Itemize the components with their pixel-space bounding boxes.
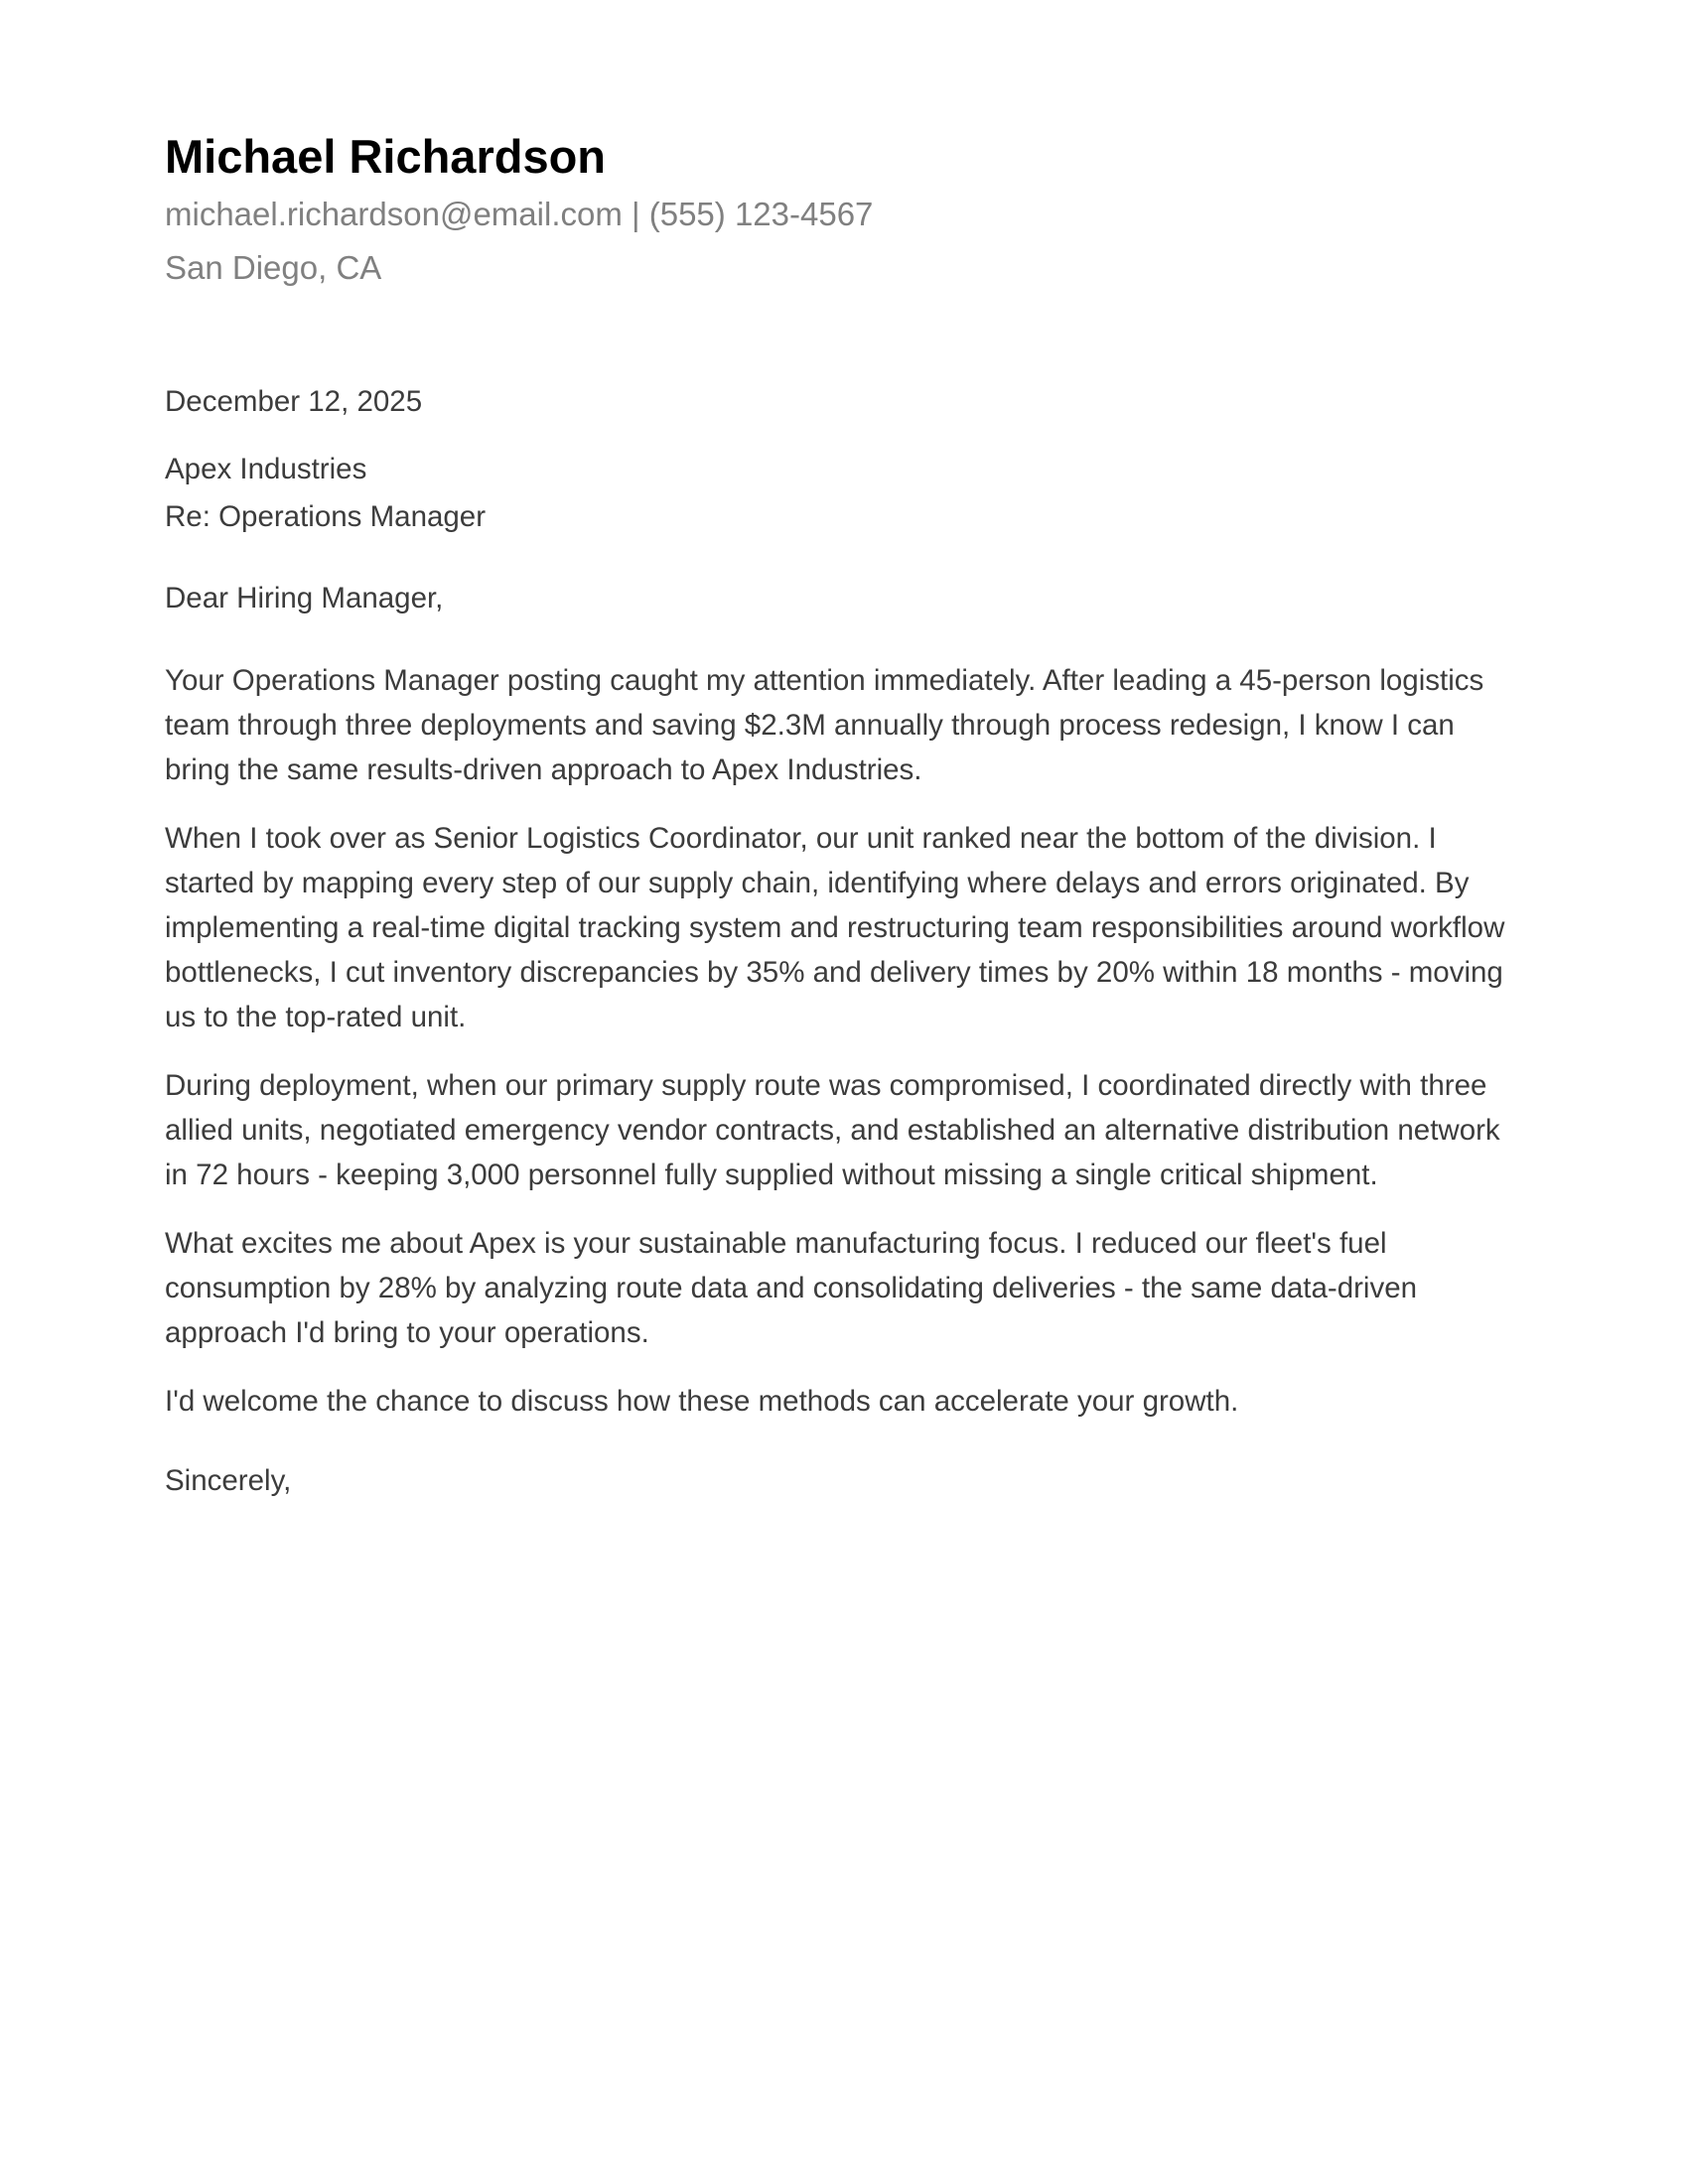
letter-date: December 12, 2025 (165, 385, 423, 418)
letter-content (165, 379, 1521, 1503)
closing: Sincerely, (165, 1464, 292, 1497)
body-paragraph: Your Operations Manager posting caught my attention immediately. After leading a 45-person logistics team through three deployments and saving $2.3M annually through process redesign, I know I can bring the same results-driven approach to Apex Industries. (165, 664, 1484, 786)
contact-line: michael.richardson@email.com | (555) 123-4567 (165, 196, 874, 232)
body-paragraph: When I took over as Senior Logistics Coordinator, our unit ranked near the bottom of the division. I started by mapping every step of our supply chain, identifying where delays and errors originated. By implementing a real-time digital tracking system and restructuring team responsibilities around workflow bottlenecks, I cut inventory discrepancies by 35% and delivery times by 20% within 18 months - moving us to the top-rated unit. (165, 822, 1505, 1033)
location-line: San Diego, CA (165, 249, 382, 286)
recipient-company: Apex Industries (165, 453, 367, 485)
subject-line: Re: Operations Manager (165, 500, 487, 533)
body-paragraph: I'd welcome the chance to discuss how these methods can accelerate your growth. (165, 1385, 1239, 1418)
letter-header (165, 131, 1521, 288)
body-paragraph: What excites me about Apex is your sustainable manufacturing focus. I reduced our fleet's fuel consumption by 28% by analyzing route data and consolidating deliveries - the same data-driven approach I'd bring to your operations. (165, 1227, 1418, 1349)
candidate-name: Michael Richardson (165, 130, 606, 183)
body-paragraph: During deployment, when our primary supply route was compromised, I coordinated directly with three allied units, negotiated emergency vendor contracts, and established an alternative distribution network in 72 hours - keeping 3,000 personnel fully supplied without missing a single critical shipment. (165, 1069, 1500, 1191)
salutation: Dear Hiring Manager, (165, 582, 444, 614)
